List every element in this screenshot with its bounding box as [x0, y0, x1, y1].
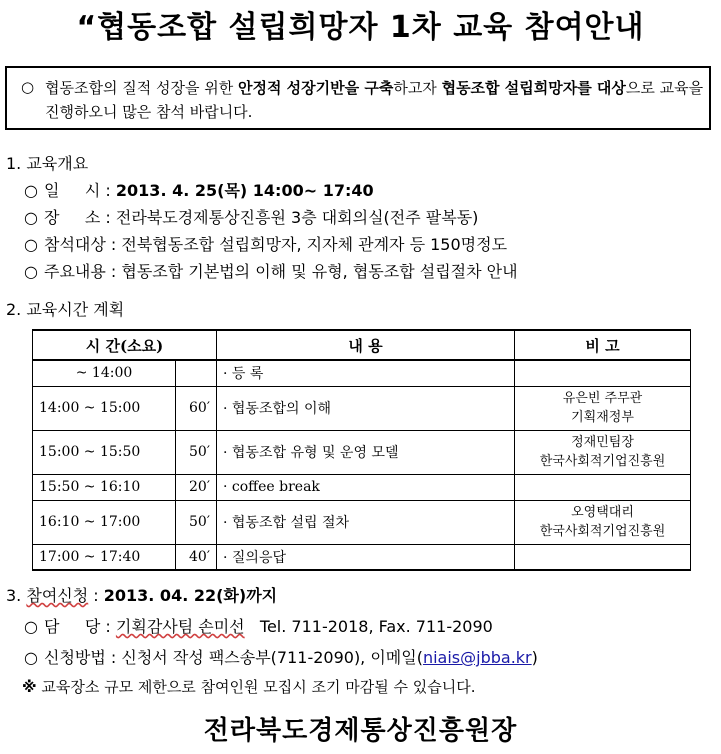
row-duration: 60′ — [176, 386, 217, 430]
footnote — [22, 676, 476, 697]
table-row — [33, 386, 691, 430]
row-duration: 20′ — [176, 474, 217, 500]
section3-heading — [6, 583, 277, 606]
section3-method — [24, 645, 538, 668]
section1-item-content — [24, 259, 518, 282]
contact-person: 기획감사팀 손미선 — [115, 617, 245, 636]
table-row — [33, 430, 691, 474]
section3-sep: : — [88, 586, 104, 605]
bullet-icon: ○ — [24, 235, 38, 254]
note-line2: 한국사회적기업진흥원 — [539, 524, 666, 539]
row-time: 15:50 ~ 16:10 — [33, 474, 176, 500]
intro-bold1: 안정적 성장기반을 구축 — [237, 79, 394, 97]
row-note — [515, 430, 691, 474]
section3-label: 참여신청 — [26, 586, 89, 605]
method-value: 신청서 작성 팩스송부(711-2090), 이메일( — [121, 648, 423, 667]
intro-part2: 하고자 — [393, 79, 442, 97]
row-content: · 협동조합 설립 절차 — [217, 500, 515, 544]
document-title: “협동조합 설립희망자 1차 교육 참여안내 — [76, 10, 645, 45]
item-label: 담 당 : — [44, 617, 116, 636]
table-header-content: 내 용 — [217, 330, 515, 360]
bullet-icon: ○ — [24, 617, 38, 636]
reference-mark-icon: ※ — [22, 678, 37, 696]
bullet-icon: ○ — [24, 262, 38, 281]
table-header-time: 시 간(소요) — [33, 330, 217, 360]
item-value: 협동조합 기본법의 이해 및 유형, 협동조합 설립절차 안내 — [121, 262, 518, 281]
item-value: 2013. 4. 25(목) 14:00~ 17:40 — [115, 181, 374, 200]
note-line1: 정재민팀장 — [571, 435, 634, 450]
table-row — [33, 474, 691, 500]
note-line1: 오영택대리 — [571, 505, 634, 520]
table-row — [33, 360, 691, 386]
section1-item-place — [24, 205, 478, 228]
intro-box — [5, 66, 711, 130]
item-label: 참석대상 : — [44, 235, 122, 254]
row-content: · 등 록 — [217, 360, 515, 386]
item-label: 신청방법 : — [44, 648, 122, 667]
row-content: · 협동조합 유형 및 운영 모델 — [217, 430, 515, 474]
footnote-text: 교육장소 규모 제한으로 참여인원 모집시 조기 마감될 수 있습니다. — [36, 678, 476, 696]
email-link[interactable]: niais@jbba.kr — [422, 648, 532, 667]
row-time: 15:00 ~ 15:50 — [33, 430, 176, 474]
row-content: · 협동조합의 이해 — [217, 386, 515, 430]
item-label: 장 소 : — [44, 208, 116, 227]
intro-part3: 으로 교육을 진행하오니 많은 참석 바랍니다. — [45, 79, 704, 121]
note-line1: 유은빈 주무관 — [562, 391, 643, 406]
contact-phone: Tel. 711-2018, Fax. 711-2090 — [244, 617, 493, 636]
item-label: 일 시 : — [44, 181, 116, 200]
intro-bold2: 협동조합 설립희망자를 대상 — [441, 79, 626, 97]
note-line2: 한국사회적기업진흥원 — [539, 454, 666, 469]
row-note — [515, 500, 691, 544]
bullet-icon: ○ — [24, 648, 38, 667]
section3-deadline: 2013. 04. 22(화)까지 — [103, 586, 278, 605]
row-duration: 50′ — [176, 500, 217, 544]
table-header-note: 비 고 — [515, 330, 691, 360]
section1-item-target — [24, 232, 507, 255]
row-time: 16:10 ~ 17:00 — [33, 500, 176, 544]
intro-part1: 협동조합의 질적 성장을 위한 — [45, 79, 238, 97]
method-value-end: ) — [531, 648, 538, 667]
bullet-icon: ○ — [24, 208, 38, 227]
schedule-table — [32, 329, 691, 571]
row-note — [515, 386, 691, 430]
bullet-icon: ○ — [21, 78, 35, 96]
section1-heading: 1. 교육개요 — [6, 154, 89, 173]
section3-number: 3. — [6, 586, 27, 605]
item-value: 전북협동조합 설립희망자, 지자체 관계자 등 150명정도 — [121, 235, 508, 254]
row-duration: 50′ — [176, 430, 217, 474]
section3-contact — [24, 614, 493, 637]
section2-heading: 2. 교육시간 계획 — [6, 300, 125, 319]
row-content: · coffee break — [217, 474, 515, 500]
item-value: 전라북도경제통상진흥원 3층 대회의실(전주 팔복동) — [115, 208, 479, 227]
section1-item-date — [24, 178, 374, 201]
table-row — [33, 500, 691, 544]
row-content: · 질의응답 — [217, 544, 515, 570]
row-note — [515, 360, 691, 386]
row-time: 17:00 ~ 17:40 — [33, 544, 176, 570]
item-label: 주요내용 : — [44, 262, 122, 281]
row-note — [515, 544, 691, 570]
row-time: 14:00 ~ 15:00 — [33, 386, 176, 430]
row-note — [515, 474, 691, 500]
bullet-icon: ○ — [24, 181, 38, 200]
row-duration — [176, 360, 217, 386]
table-row — [33, 544, 691, 570]
row-duration: 40′ — [176, 544, 217, 570]
row-time: ~ 14:00 — [33, 360, 176, 386]
intro-text — [45, 76, 705, 124]
signature: 전라북도경제통상진흥원장 — [203, 716, 518, 746]
note-line2: 기획재정부 — [571, 410, 634, 425]
table-header-row — [33, 330, 691, 360]
